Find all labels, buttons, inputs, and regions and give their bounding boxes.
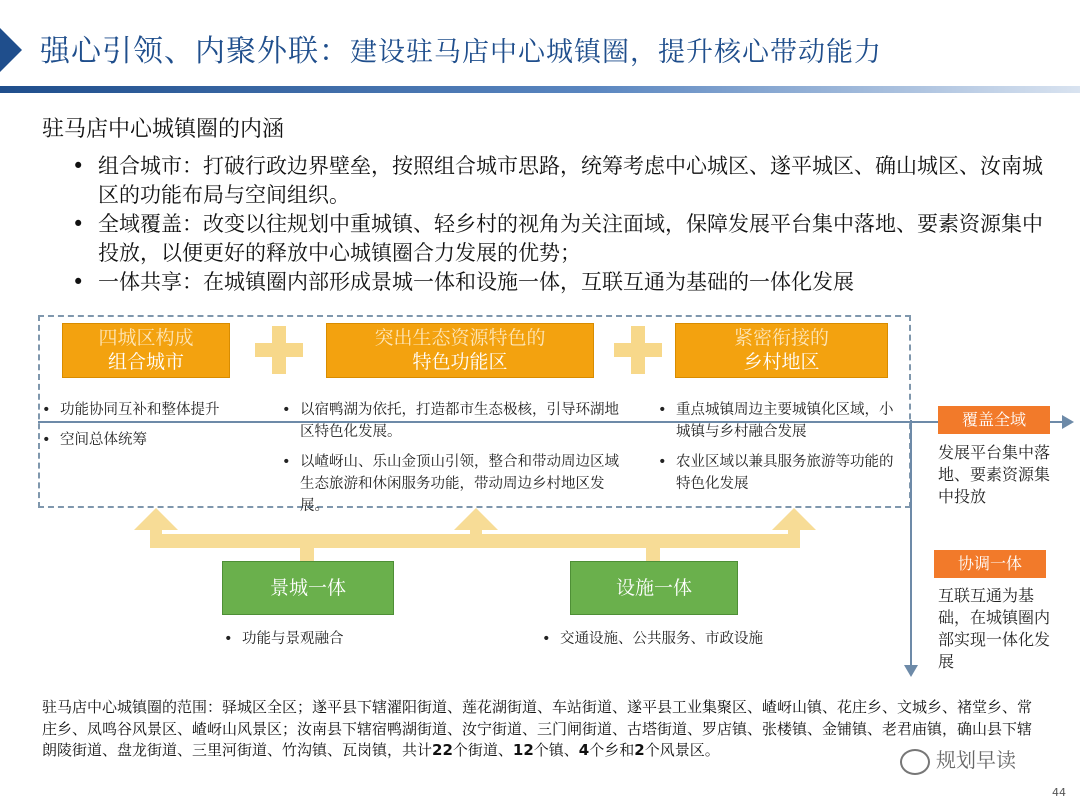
list-item: • 空间总体统筹 — [40, 429, 280, 451]
connector-stem — [646, 534, 660, 564]
text-span: 个乡和 — [589, 741, 635, 759]
plus-icon — [255, 326, 303, 374]
green-list — [222, 628, 482, 658]
green-list — [540, 628, 840, 658]
section-title: 驻马店中心城镇圈的内涵 — [42, 117, 285, 142]
bullet-item: • 一体共享：在城镇圈内部形成景城一体和设施一体，互联互通为基础的一体化发展 — [72, 268, 1062, 297]
orange-box-rural-area — [675, 323, 888, 378]
count-streets: 22 — [432, 741, 453, 759]
label-integration: 协调一体 — [934, 550, 1046, 578]
list-item: • 重点城镇周边主要城镇化区域，小城镇与乡村融合发展 — [656, 399, 901, 443]
list-item: • 以宿鸭湖为依托，打造都市生态极核，引导环湖地区特色化发展。 — [280, 399, 620, 443]
box-line1: 紧密衔接的 — [733, 327, 829, 349]
header-bar — [0, 86, 1080, 93]
box-line2: 特色功能区 — [412, 351, 508, 373]
bullet-item: • 组合城市：打破行政边界壁垒，按照组合城市思路，统筹考虑中心城区、遂平城区、确山城区、汝南城区的功能布局与空间组织。 — [72, 152, 1062, 210]
list-item: • 以嵖岈山、乐山金顶山引领，整合和带动周边区域生态旅游和休闲服务功能，带动周边乡村地区发展。 — [280, 451, 620, 517]
list-item: • 交通设施、公共服务、市政设施 — [540, 628, 840, 650]
text-span: 个镇、 — [533, 741, 579, 759]
header-triangle-icon — [0, 28, 22, 72]
arrow-up-icon — [772, 508, 816, 530]
plus-icon — [614, 326, 662, 374]
list-item: • 农业区域以兼具服务旅游等功能的特色化发展 — [656, 451, 901, 495]
text-span: 个风景区。 — [644, 741, 720, 759]
connector-stem — [300, 534, 314, 564]
text-span: 驻马店中心城镇圈的范围：驿城区全区；遂平县下辖濯阳街道、莲花湖街道、车站街道、遂平县工业集聚区、嵖岈山镇、花庄乡、文城乡、褚堂乡、常庄乡、凤鸣谷风景区、嵖岈山风景区；汝南县下辖宿鸭湖街道、汝宁街道、三门闸街道、古塔街道、罗店镇、张楼镇、金铺镇、老君庙镇，确山县下辖朗陵街道、盘龙街道、三里河街道、竹沟镇、瓦岗镇，共计 — [42, 698, 1033, 759]
col3-list — [656, 399, 901, 503]
arrow-right-icon — [1062, 415, 1074, 429]
arrow-up-icon — [134, 508, 178, 530]
orange-box-combined-city — [62, 323, 230, 378]
side-text: 发展平台集中落地、要素资源集中投放 — [938, 443, 1051, 506]
bullet-item: • 全域覆盖：改变以往规划中重城镇、轻乡村的视角为关注面域，保障发展平台集中落地、要素资源集中投放，以便更好的释放中心城镇圈合力发展的优势； — [72, 210, 1062, 268]
col1-list — [40, 399, 280, 459]
count-scenic: 2 — [634, 741, 645, 759]
side-text: 互联互通为基础，在城镇圈内部实现一体化发展 — [938, 586, 1051, 671]
list-item: • 功能协同互补和整体提升 — [40, 399, 280, 421]
arrow-down-icon — [904, 665, 918, 677]
scope-paragraph — [42, 697, 1032, 762]
wechat-icon — [900, 749, 930, 775]
box-line1: 突出生态资源特色的 — [374, 327, 546, 349]
col2-list — [280, 399, 620, 525]
vertical-arrow-line — [910, 420, 912, 670]
count-townships: 4 — [578, 741, 590, 759]
page-number: 44 — [1052, 786, 1066, 799]
label-full-coverage: 覆盖全域 — [938, 406, 1050, 434]
arrow-up-icon — [454, 508, 498, 530]
page-title — [40, 26, 882, 70]
green-box-facilities: 设施一体 — [570, 561, 738, 615]
list-item: • 功能与景观融合 — [222, 628, 482, 650]
title-sub: 建设驻马店中心城镇圈，提升核心带动能力 — [350, 37, 882, 68]
box-line1: 四城区构成 — [98, 327, 194, 349]
text-span: 个街道、 — [452, 741, 513, 759]
title-main: 强心引领、内聚外联： — [40, 34, 350, 69]
watermark — [900, 744, 1016, 775]
orange-box-special-function — [326, 323, 594, 378]
green-box-landscape: 景城一体 — [222, 561, 394, 615]
watermark-text: 规划早读 — [936, 748, 1016, 772]
count-towns: 12 — [512, 741, 534, 759]
box-line2: 乡村地区 — [743, 351, 820, 373]
box-line2: 组合城市 — [107, 351, 184, 373]
bullet-list — [72, 152, 1062, 297]
